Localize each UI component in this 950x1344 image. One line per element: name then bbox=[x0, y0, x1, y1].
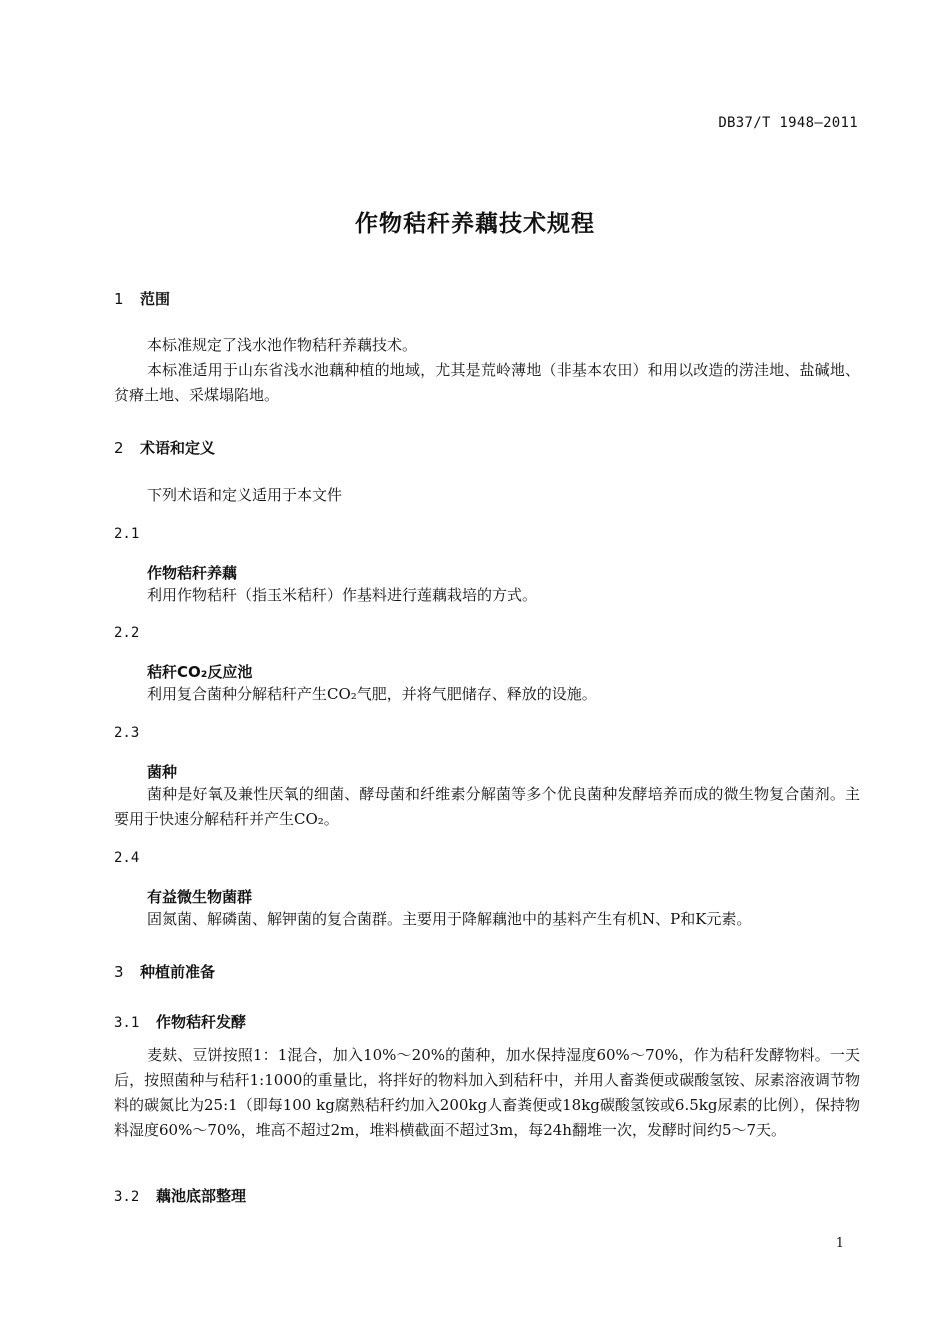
subsection-title: 藕池底部整理 bbox=[156, 1187, 247, 1205]
page-number: 1 bbox=[835, 1236, 844, 1251]
section-number: 2 bbox=[114, 439, 124, 457]
section-1-heading bbox=[114, 288, 170, 309]
term-number: 2.2 bbox=[114, 625, 140, 641]
page-title: 作物秸秆养藕技术规程 bbox=[355, 211, 595, 237]
term-title: 有益微生物菌群 bbox=[147, 888, 253, 906]
term-definition: 利用作物秸秆（指玉米秸秆）作基料进行莲藕栽培的方式。 bbox=[147, 586, 538, 604]
section-number: 3 bbox=[114, 963, 124, 981]
term-definition: 利用复合菌种分解秸秆产生CO₂气肥，并将气肥储存、释放的设施。 bbox=[147, 685, 597, 703]
term-definition: 固氮菌、解磷菌、解钾菌的复合菌群。主要用于降解藕池中的基料产生有机N、P和K元素。 bbox=[147, 910, 752, 928]
subsection-number: 3.2 bbox=[114, 1189, 140, 1205]
section-number: 1 bbox=[114, 290, 124, 308]
term-title: 菌种 bbox=[147, 763, 178, 781]
subsection-3-1-paragraph: 麦麸、豆饼按照1：1混合，加入10%～20%的菌种，加水保持湿度60%～70%，作为秸秆发酵物料。一天后，按照菌种与秸秆1:1000的重量比，将拌好的物料加入到秸秆中，并用人畜粪便或碳酸氢铵、尿素溶液调节物料的碳氮比为25:1（即每100 kg腐熟秸秆约加入200kg人畜粪便或18kg碳酸氢铵或6.5kg尿素的比例），保持物料湿度60%～70%，堆高不超过2m，堆料横截面不超过3m，每24h翻堆一次，发酵时间约5～7天。 bbox=[114, 1046, 860, 1139]
section-1-paragraph-1: 本标准规定了浅水池作物秸秆养藕技术。 bbox=[147, 336, 418, 354]
section-title: 术语和定义 bbox=[140, 439, 216, 457]
subsection-title: 作物秸秆发酵 bbox=[156, 1013, 247, 1031]
document-code: DB37/T 1948—2011 bbox=[718, 115, 858, 131]
section-2-heading bbox=[114, 437, 215, 458]
subsection-3-2-heading bbox=[114, 1185, 246, 1206]
subsection-number: 3.1 bbox=[114, 1015, 140, 1031]
term-definition: 菌种是好氧及兼性厌氧的细菌、酵母菌和纤维素分解菌等多个优良菌种发酵培养而成的微生物复合菌剂。主要用于快速分解秸秆并产生CO₂。 bbox=[114, 785, 860, 828]
term-title: 作物秸秆养藕 bbox=[147, 564, 238, 582]
section-title: 种植前准备 bbox=[140, 963, 216, 981]
term-title: 秸秆CO₂反应池 bbox=[147, 663, 253, 681]
term-number: 2.1 bbox=[114, 526, 140, 542]
section-2-intro: 下列术语和定义适用于本文件 bbox=[147, 486, 343, 504]
section-3-heading bbox=[114, 961, 215, 982]
section-1-paragraph-2: 本标准适用于山东省浅水池藕种植的地域，尤其是荒岭薄地（非基本农田）和用以改造的涝洼地、盐碱地、贫瘠土地、采煤塌陷地。 bbox=[114, 361, 860, 404]
term-number: 2.3 bbox=[114, 725, 140, 741]
section-title: 范围 bbox=[140, 290, 171, 308]
term-number: 2.4 bbox=[114, 850, 140, 866]
subsection-3-1-heading bbox=[114, 1011, 246, 1032]
